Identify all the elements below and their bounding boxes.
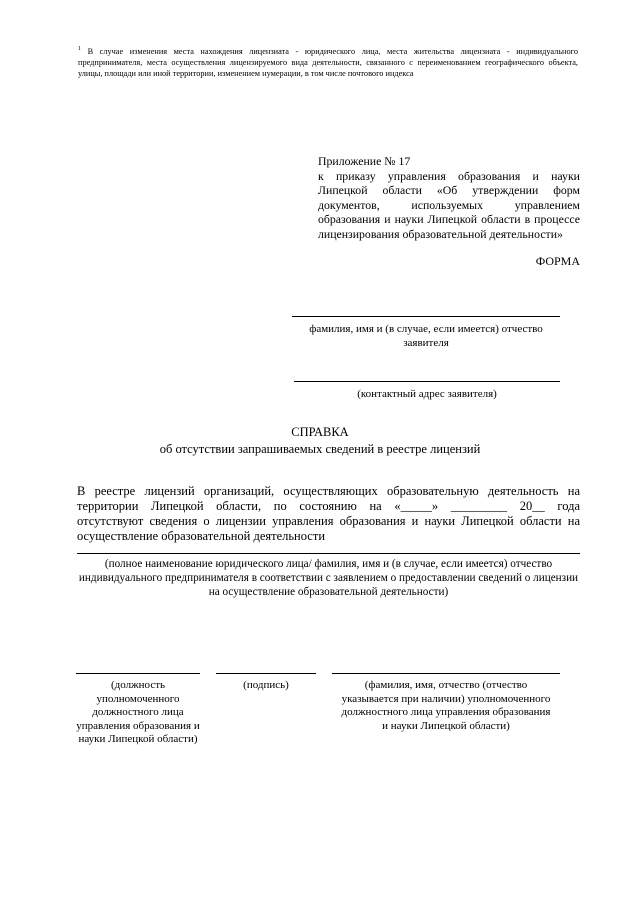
signature-line	[216, 673, 316, 674]
entity-name-line	[77, 553, 580, 554]
body-line: В реестре лицензий организаций, осуществляющих образовательную деятельность на	[77, 484, 580, 498]
fullname-line	[332, 673, 560, 674]
applicant-name-caption: фамилия, имя и (в случае, если имеется) отчество заявителя	[309, 323, 543, 349]
appendix-line: к приказу управления образования и науки	[318, 168, 580, 183]
entity-caption: (полное наименование юридического лица/ фамилия, имя и (в случае, если имеется) отчество индивидуального предпринимателя в соответствии с заявлением о предоставлении сведений о лицензии на осуществление образовательной деятельности)	[78, 558, 579, 598]
appendix-block	[318, 154, 580, 242]
footnote	[78, 44, 578, 79]
document-subtitle: об отсутствии запрашиваемых сведений в реестре лицензий	[159, 442, 481, 456]
applicant-address-caption: (контактный адрес заявителя)	[357, 388, 497, 400]
applicant-name-line	[292, 316, 560, 317]
certificate-body	[77, 484, 580, 544]
applicant-address-line	[294, 381, 560, 382]
footnote-text: В случае изменения места нахождения лицензиата - юридического лица, места жительства лицензиата - индивидуального предпринимателя, места осуществления лицензируемого вида деятельности, связанного с переименованием географического объекта, улицы, площади или иной территории, изменением нумерации, в том числе почтового индекса	[78, 46, 578, 78]
footnote-marker: 1	[78, 46, 81, 52]
form-label: ФОРМА	[535, 254, 580, 268]
signature-caption: (подпись)	[243, 679, 289, 691]
body-line: осуществление образовательной деятельности	[77, 529, 326, 543]
appendix-line: образования и науки Липецкой области в процессе	[318, 212, 580, 227]
fullname-caption: (фамилия, имя, отчество (отчество указывается при наличии) уполномоченного должностного лица управления образования и науки Липецкой области)	[341, 679, 551, 732]
body-line: территории Липецкой области, по состоянию на «_____» _________ 20__ года	[77, 499, 580, 513]
appendix-line: Липецкой области «Об утверждении форм	[318, 183, 580, 198]
appendix-number: Приложение № 17	[318, 154, 411, 168]
body-line: отсутствуют сведения о лицензии управления образования и науки Липецкой области на	[77, 514, 580, 528]
position-caption: (должность уполномоченного должностного лица управления образования и науки Липецкой области)	[76, 679, 200, 746]
appendix-line: лицензирования образовательной деятельности»	[318, 226, 563, 241]
position-line	[76, 673, 200, 674]
appendix-line: документов, используемых управлением	[318, 197, 580, 212]
document-title: СПРАВКА	[291, 425, 349, 439]
